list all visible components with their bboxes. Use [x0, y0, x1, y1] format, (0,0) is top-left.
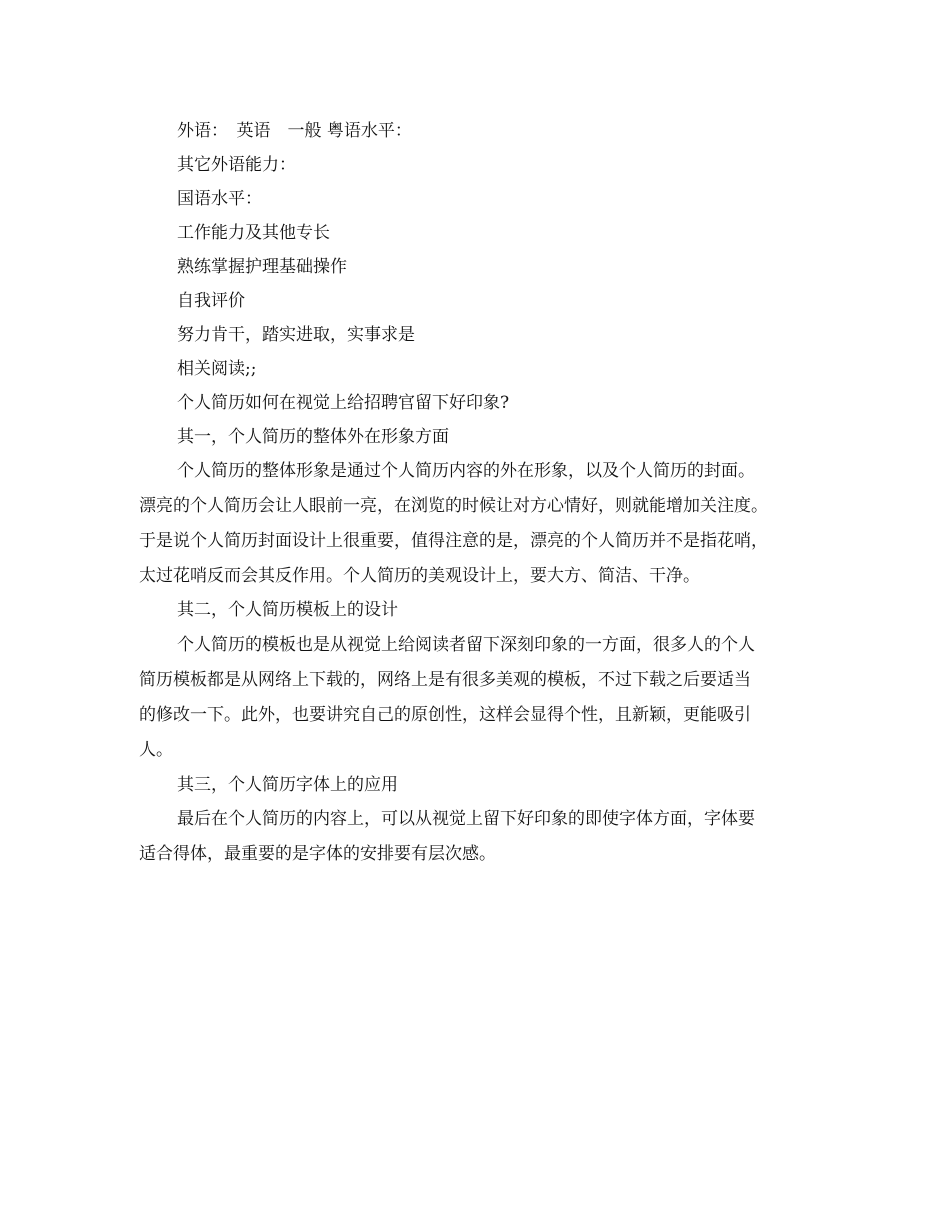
paragraph-line: 于是说个人简历封面设计上很重要，值得注意的是，漂亮的个人简历并不是指花哨，: [139, 531, 768, 551]
section-one-heading: 其一，个人简历的整体外在形象方面: [177, 427, 449, 447]
self-evaluation-text: 努力肯干，踏实进取，实事求是: [177, 325, 415, 345]
paragraph-line: 个人简历的模板也是从视觉上给阅读者留下深刻印象的一方面，很多人的个人: [177, 635, 755, 655]
paragraph-line: 人。: [139, 740, 173, 760]
section-two-heading: 其二，个人简历模板上的设计: [177, 600, 398, 620]
article-title: 个人简历如何在视觉上给招聘官留下好印象?: [177, 393, 510, 413]
paragraph-line: 漂亮的个人简历会让人眼前一亮，在浏览的时候让对方心情好，则就能增加关注度。: [139, 496, 768, 516]
paragraph-line: 太过花哨反而会其反作用。个人简历的美观设计上，要大方、简洁、干净。: [139, 566, 700, 586]
paragraph-line: 的修改一下。此外，也要讲究自己的原创性，这样会显得个性，且新颖，更能吸引: [139, 705, 751, 725]
paragraph-line: 适合得体，最重要的是字体的安排要有层次感。: [139, 844, 496, 864]
mandarin-line: 国语水平：: [177, 189, 262, 209]
paragraph-line: 个人简历的整体形象是通过个人简历内容的外在形象，以及个人简历的封面。: [177, 461, 755, 481]
paragraph-line: 最后在个人简历的内容上，可以从视觉上留下好印象的即使字体方面，字体要: [177, 809, 755, 829]
skills-heading: 工作能力及其他专长: [177, 223, 330, 243]
paragraph-line: 简历模板都是从网络上下载的，网络上是有很多美观的模板，不过下载之后要适当: [139, 670, 751, 690]
self-evaluation-heading: 自我评价: [177, 291, 245, 311]
skills-text: 熟练掌握护理基础操作: [177, 257, 347, 277]
other-language-line: 其它外语能力：: [177, 155, 296, 175]
section-three-heading: 其三，个人简历字体上的应用: [177, 775, 398, 795]
language-line: 外语： 英语 一般 粤语水平：: [177, 121, 412, 141]
related-reading: 相关阅读;;: [177, 359, 257, 379]
